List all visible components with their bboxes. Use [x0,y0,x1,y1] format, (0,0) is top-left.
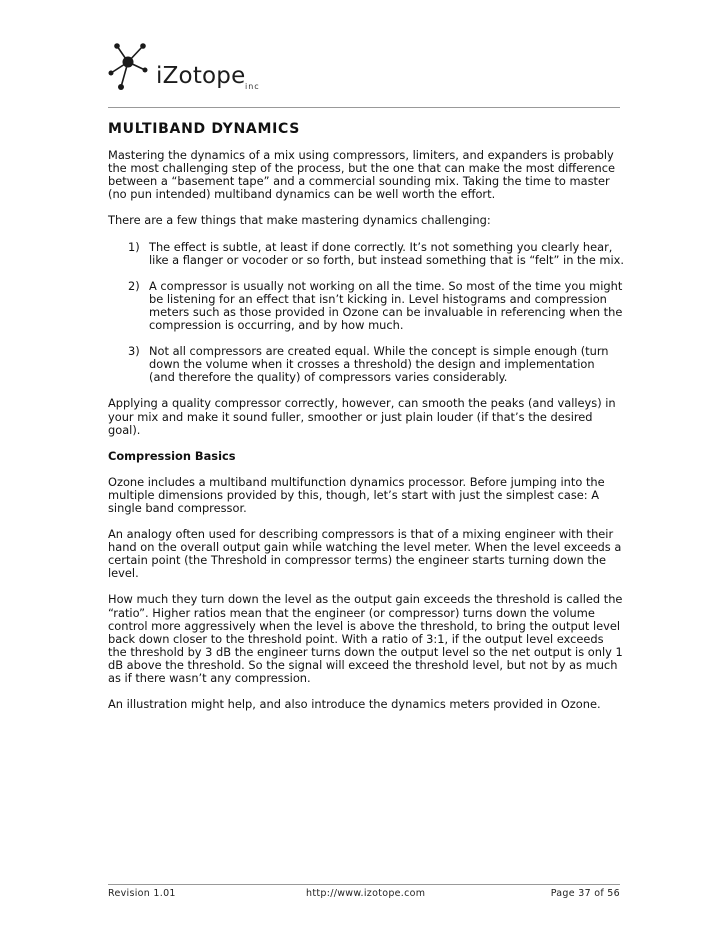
paragraph-ratio: How much they turn down the level as the output gain exceeds the threshold is called the “ratio”. Higher ratios mean that the engineer (or compressor) turns down the volume control more aggressively when the level is above the threshold, to bring the output level back down closer to the threshold point. With a ratio of 3:1, if the output level exceeds the threshold by 3 dB the engineer turns down the output level so the net output is only 1 dB above the threshold. So the signal will exceed the threshold level, but not by as much as if there wasn’t any compression. [108,592,623,685]
section-title: MULTIBAND DYNAMICS [108,121,301,137]
list-text: The effect is subtle, at least if done correctly. It’s not something you clearly hear, like a flanger or vocoder or so forth, but instead something that is “felt” in the mix. [149,239,624,267]
header-divider [108,107,620,108]
izotope-logo [108,40,288,96]
list-number: 2) [128,278,140,293]
subheading: Compression Basics [108,448,236,463]
after-list-paragraph: Applying a quality compressor correctly, however, can smooth the peaks (and valleys) in your mix and make it sound fuller, smoother or just plain louder (if that’s the desired goal). [108,396,616,437]
brand-name: iZotope [156,63,246,89]
paragraph-analogy: An analogy often used for describing compressors is that of a mixing engineer with their hand on the overall output gain while watching the level meter. When the level exceeds a certain point (the Threshold in compressor terms) the engineer starts turning down the level. [108,527,622,581]
page-number: Page 37 of 56 [550,888,620,899]
list-number: 1) [128,239,140,254]
list-text: A compressor is usually not working on all the time. So most of the time you might be listening for an effect that isn’t kicking in. Level histograms and compression meters such as those provided in Ozone can be invaluable in referencing when the compression is occurring, and by how much. [149,278,623,333]
list-text: Not all compressors are created equal. While the concept is simple enough (turn down the volume when it crosses a threshold) the design and implementation (and therefore the quality) of compressors varies considerably. [149,344,609,385]
list-number: 3) [128,344,140,359]
list-item [128,344,624,385]
list-item [128,278,624,333]
paragraph-multiband: Ozone includes a multiband multifunction dynamics processor. Before jumping into the multiple dimensions provided by this, though, let’s start with just the simplest case: A single band compressor. [108,474,605,515]
list-item [128,239,624,267]
intro-paragraph: Mastering the dynamics of a mix using compressors, limiters, and expanders is probably the most challenging step of the process, but the one that can make the most difference between a “basement tape” and a commercial sounding mix. Taking the time to master (no pun intended) multiband dynamics can be well worth the effort. [108,148,616,202]
main-content [108,123,624,724]
paragraph-illustration: An illustration might help, and also introduce the dynamics meters provided in Ozone. [108,697,601,712]
revision-label: Revision 1.01 [108,888,176,899]
website-link[interactable]: http://www.izotope.com [306,888,426,899]
list-intro: There are a few things that make mastering dynamics challenging: [108,213,491,228]
challenges-list [108,241,624,385]
footer-divider [108,884,620,885]
brand-suffix: inc [245,82,260,91]
